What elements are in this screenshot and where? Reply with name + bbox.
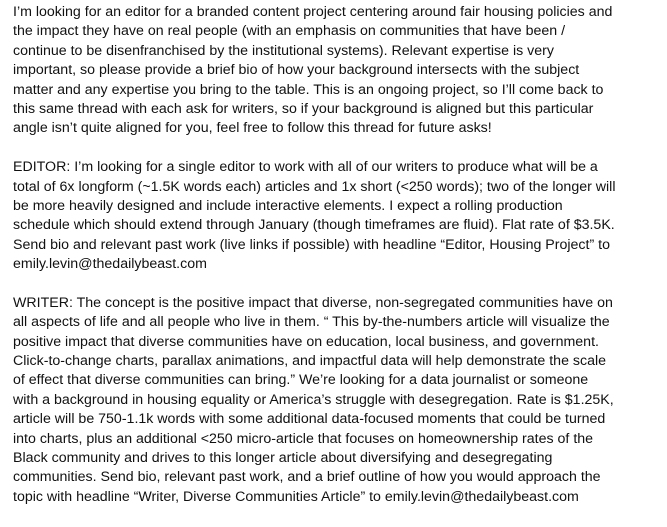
text-line: into charts, plus an additional <250 micro-article that focuses on homeownership rates of the (13, 430, 594, 447)
text-line: topic with headline “Writer, Diverse Communities Article” to emily.levin@thedailybeast.com (13, 488, 579, 505)
text-line: I’m looking for an editor for a branded content project centering around fair housing policies and (13, 4, 613, 20)
text-line: WRITER: The concept is the positive impact that diverse, non-segregated communities have on (13, 294, 613, 311)
text-line: continue to be disenfranchised by the institutional systems). Relevant expertise is very (13, 42, 554, 59)
text-line: the impact they have on real people (with an emphasis on communities that have been / (13, 23, 566, 40)
text-line: all aspects of life and all people who live in them. “ This by-the-numbers article will visualize the (13, 314, 610, 331)
paragraph-editor (13, 158, 665, 274)
text-line: matter and any expertise you bring to the table. This is an ongoing project, so I’ll come back to (13, 81, 604, 98)
text-line: Black community and drives to this longer article about diversifying and desegregating (13, 449, 553, 466)
text-line: total of 6x longform (~1.5K words each) articles and 1x short (<250 words); two of the longer will (13, 178, 616, 195)
text-line: EDITOR: I’m looking for a single editor to work with all of our writers to produce what will be a (13, 159, 598, 176)
document-body (13, 3, 665, 527)
text-line: be more heavily designed and include interactive elements. I expect a rolling production (13, 197, 563, 214)
text-line: schedule which should extend through January (though timeframes are fluid). Flat rate of $3.5K. (13, 217, 615, 234)
text-line: this same thread with each ask for writers, so if your background is aligned but this particular (13, 100, 594, 117)
text-line: angle isn’t quite aligned for you, feel free to follow this thread for future asks! (13, 120, 492, 137)
text-line: of effect that diverse communities can bring.” We’re looking for a data journalist or someone (13, 372, 589, 389)
text-line: positive impact that diverse communities have on education, local business, and government. (13, 333, 599, 350)
text-line: communities. Send bio, relevant past work, and a brief outline of how you would approach the (13, 469, 601, 486)
text-line: important, so please provide a brief bio of how your background intersects with the subject (13, 62, 580, 79)
text-line: Send bio and relevant past work (live links if possible) with headline “Editor, Housing Project” to (13, 236, 610, 253)
paragraph-writer (13, 294, 665, 507)
text-line: article will be 750-1.1k words with some additional data-focused moments that could be turned (13, 411, 606, 428)
text-line: emily.levin@thedailybeast.com (13, 256, 207, 273)
paragraph-intro (13, 3, 665, 139)
text-line: Click-to-change charts, parallax animations, and impactful data will help demonstrate the scale (13, 353, 607, 370)
text-line: with a background in housing equality or America’s struggle with desegregation. Rate is $1.25K, (13, 391, 614, 408)
